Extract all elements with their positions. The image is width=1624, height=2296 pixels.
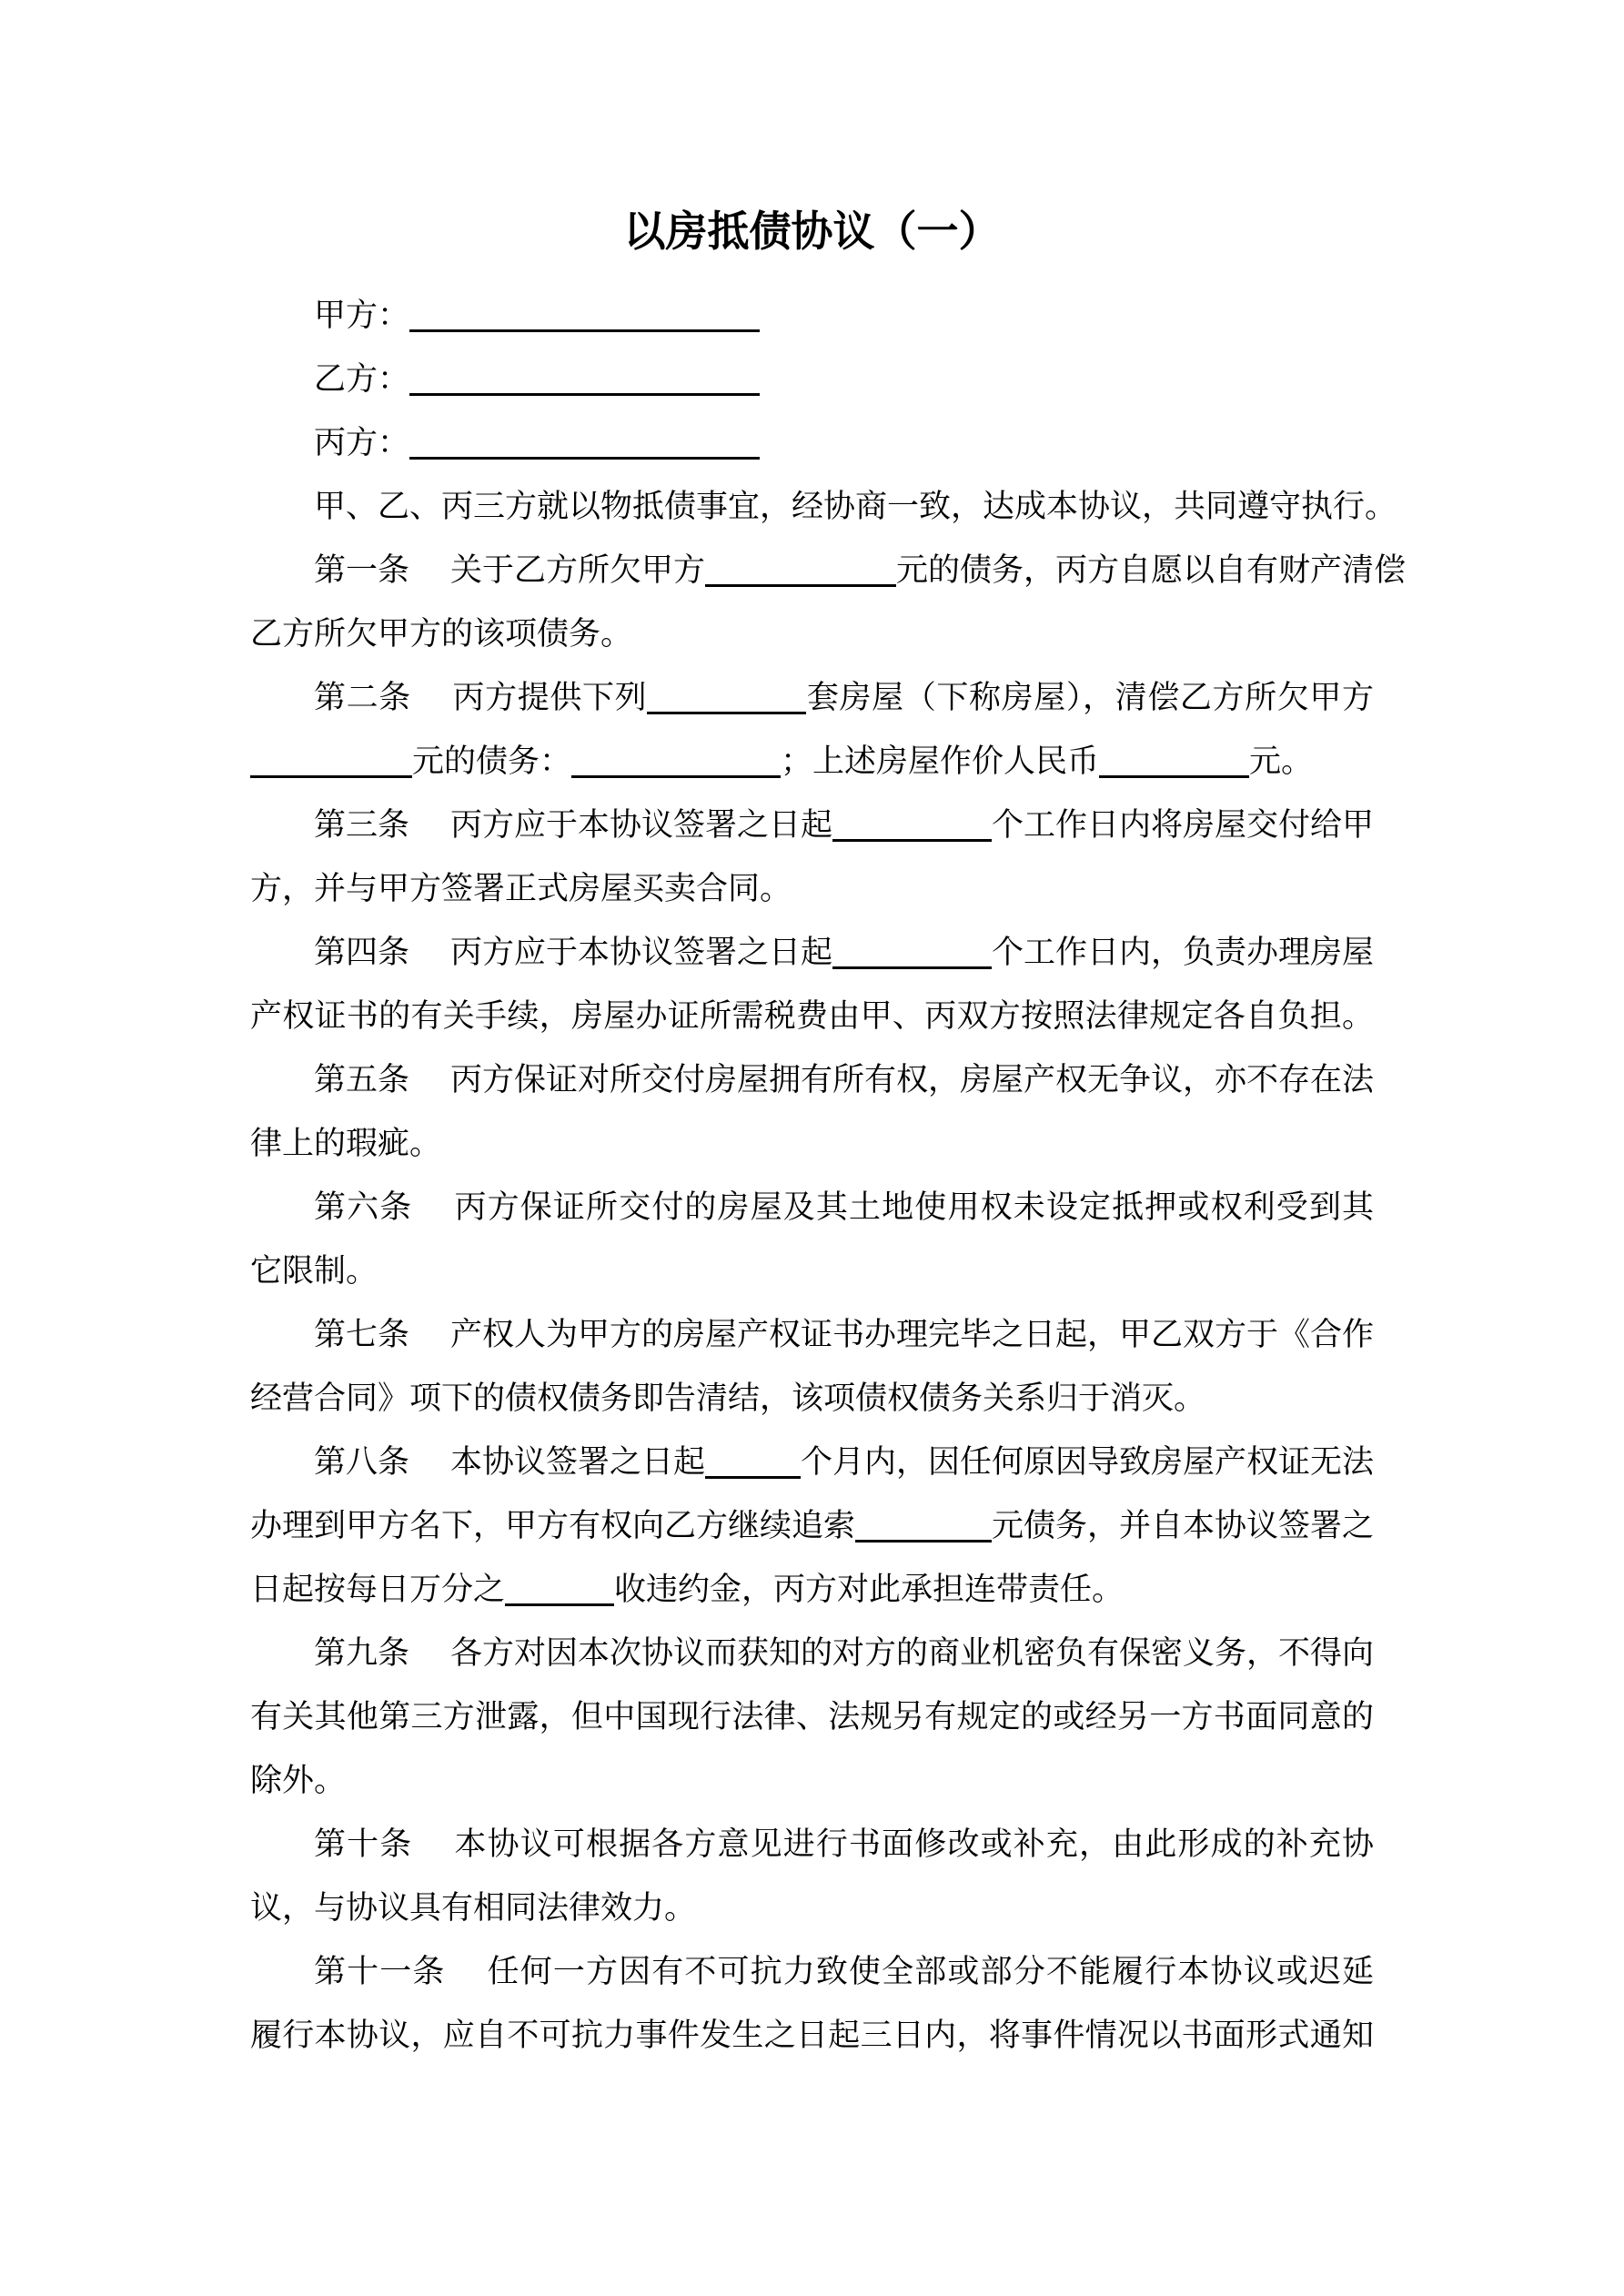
clause-1-line-2 <box>250 602 1374 666</box>
clause-number: 第九条 <box>314 1635 410 1671</box>
party-name-blank <box>409 293 760 332</box>
intro-paragraph <box>250 475 1397 539</box>
clause-text: 丙方提供下列 <box>451 680 648 715</box>
clause-text: 元的债务，丙方自愿以自有财产清偿 <box>896 552 1407 588</box>
clause-11-line-2 <box>250 2004 1374 2068</box>
clause-text: 本协议可根据各方意见进行书面修改或补充，由此形成的补充协 <box>453 1826 1374 1862</box>
clause-text: 各方对因本次协议而获知的对方的商业机密负有保密义务，不得向 <box>450 1635 1375 1671</box>
clause-number: 第二条 <box>314 680 411 715</box>
clause-text: 议，与协议具有相同法律效力。 <box>250 1890 697 1926</box>
clause-8-line-1 <box>250 1431 1374 1494</box>
clause-text: 本协议签署之日起 <box>450 1444 706 1480</box>
clause-text: 丙方应于本协议签署之日起 <box>450 935 833 970</box>
party-line-bingfang <box>250 411 1374 475</box>
clause-text: 它限制。 <box>250 1253 378 1289</box>
clause-11-line-1 <box>250 1940 1374 2004</box>
clause-text: 任何一方因有不可抗力致使全部或部分不能履行本协议或迟延 <box>486 1954 1374 1989</box>
clause-10-line-1 <box>250 1813 1374 1876</box>
fill-blank <box>571 739 781 778</box>
clause-9-line-1 <box>250 1622 1374 1685</box>
clause-number: 第十条 <box>314 1826 413 1862</box>
clause-1-line-1 <box>250 539 1407 602</box>
clause-number: 第三条 <box>314 807 410 843</box>
clause-6-line-2 <box>250 1239 1374 1303</box>
clause-text: 丙方应于本协议签署之日起 <box>450 807 833 843</box>
document-body <box>0 205 1624 2068</box>
clause-text: 元债务，并自本协议签署之 <box>992 1508 1375 1543</box>
clause-text: 个工作日内，负责办理房屋 <box>992 935 1375 970</box>
clause-number: 第一条 <box>314 552 410 588</box>
clause-9-line-3 <box>250 1749 1374 1813</box>
clause-number: 第十一条 <box>314 1954 446 1989</box>
clause-text: 个月内，因任何原因导致房屋产权证无法 <box>801 1444 1375 1480</box>
fill-blank <box>505 1567 614 1606</box>
clause-text: 除外。 <box>250 1763 347 1798</box>
clause-3-line-2 <box>250 857 1374 921</box>
clause-text: 日起按每日万分之 <box>250 1572 506 1607</box>
document-title: 以房抵债协议（一） <box>623 208 1001 255</box>
clause-10-line-2 <box>250 1876 1374 1940</box>
party-name-blank <box>409 420 760 460</box>
clause-text: 履行本协议，应自不可抗力事件发生之日起三日内，将事件情况以书面形式通知 <box>250 2018 1374 2053</box>
clause-7-line-1 <box>250 1303 1374 1367</box>
clause-number: 第五条 <box>314 1062 410 1097</box>
party-line-jiafang <box>250 284 1374 348</box>
clause-2-line-1 <box>250 666 1374 730</box>
clause-3-line-1 <box>250 794 1374 857</box>
clause-number: 第四条 <box>314 935 410 970</box>
fill-blank <box>647 675 806 714</box>
clause-text: 产权人为甲方的房屋产权证书办理完毕之日起，甲乙双方于《合作 <box>450 1317 1375 1352</box>
party-line-yifang <box>250 348 1374 411</box>
clause-text: 收违约金，丙方对此承担连带责任。 <box>614 1572 1125 1607</box>
clause-9-line-2 <box>250 1685 1374 1749</box>
clause-5-line-2 <box>250 1112 1374 1176</box>
clause-text: 方，并与甲方签署正式房屋买卖合同。 <box>250 871 792 906</box>
fill-blank <box>705 548 896 587</box>
clause-8-line-3 <box>250 1558 1374 1622</box>
document-content <box>250 284 1407 2068</box>
clause-4-line-1 <box>250 921 1374 985</box>
clause-text: 有关其他第三方泄露，但中国现行法律、法规另有规定的或经另一方书面同意的 <box>250 1699 1374 1735</box>
clause-text: 个工作日内将房屋交付给甲 <box>992 807 1375 843</box>
clause-text: 经营合同》项下的债权债务即告清结，该项债权债务关系归于消灭。 <box>250 1381 1206 1416</box>
fill-blank <box>855 1503 992 1542</box>
intro-text: 甲、乙、丙三方就以物抵债事宜，经协商一致，达成本协议，共同遵守执行。 <box>314 489 1397 524</box>
clause-text: 丙方保证所交付的房屋及其土地使用权未设定抵押或权利受到其 <box>453 1189 1374 1225</box>
clause-text: 套房屋（下称房屋），清偿乙方所欠甲方 <box>806 680 1374 715</box>
clause-text: 办理到甲方名下，甲方有权向乙方继续追索 <box>250 1508 856 1543</box>
party-label: 乙方： <box>314 361 410 397</box>
fill-blank <box>832 930 992 969</box>
fill-blank <box>705 1440 801 1479</box>
fill-blank <box>250 739 412 778</box>
fill-blank <box>1099 739 1249 778</box>
clause-text: 产权证书的有关手续，房屋办证所需税费由甲、丙双方按照法律规定各自负担。 <box>250 998 1374 1034</box>
clause-7-line-2 <box>250 1367 1374 1431</box>
clause-text: 元。 <box>1249 743 1314 779</box>
clause-text: 丙方保证对所交付房屋拥有所有权，房屋产权无争议，亦不存在法 <box>450 1062 1375 1097</box>
clause-2-line-2 <box>250 730 1374 794</box>
party-name-blank <box>409 357 760 396</box>
clause-8-line-2 <box>250 1494 1374 1558</box>
clause-text: ；上述房屋作价人民币 <box>781 743 1100 779</box>
clause-5-line-1 <box>250 1048 1374 1112</box>
fill-blank <box>832 803 992 842</box>
clause-4-line-2 <box>250 985 1374 1048</box>
clause-text: 律上的瑕疵。 <box>250 1126 442 1161</box>
clause-text: 元的债务： <box>412 743 572 779</box>
clause-number: 第八条 <box>314 1444 410 1480</box>
clause-text: 乙方所欠甲方的该项债务。 <box>250 616 633 652</box>
clause-number: 第六条 <box>314 1189 413 1225</box>
party-label: 丙方： <box>314 425 410 460</box>
clause-6-line-1 <box>250 1176 1374 1239</box>
party-label: 甲方： <box>314 298 410 333</box>
clause-number: 第七条 <box>314 1317 410 1352</box>
clause-text: 关于乙方所欠甲方 <box>450 552 706 588</box>
